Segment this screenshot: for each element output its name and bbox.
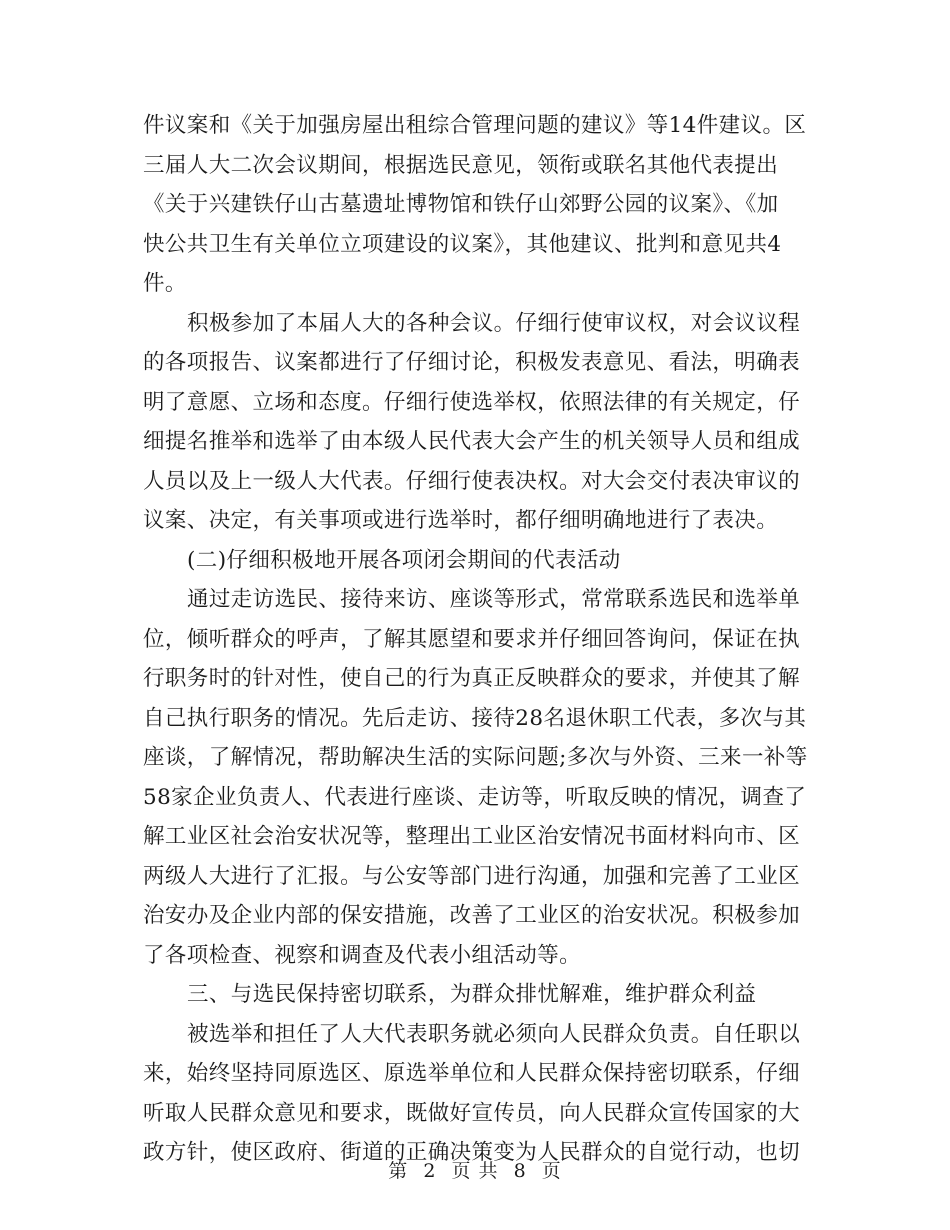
text-line: 件。 [143, 271, 187, 296]
paragraph-start: 积极参加了本届人大的各种会议。仔细行使审议权，对会议议程 [187, 310, 801, 336]
footer-middle: 页 共 [451, 1160, 499, 1182]
paragraph-start: 被选举和担任了人大代表职务就必须向人民群众负责。自任职以 [187, 1021, 801, 1047]
section-heading: 三、与选民保持密切联系，为群众排忧解难，维护群众利益 [187, 982, 757, 1007]
footer-suffix: 页 [541, 1160, 562, 1182]
paragraph-start: 通过走访选民、接待来访、座谈等形式，常常联系选民和选举单 [187, 587, 801, 612]
text-line: 两级人大进行了汇报。与公安等部门进行沟通，加强和完善了工业区 [143, 863, 801, 889]
text-line: 《关于兴建铁仔山古墓遗址博物馆和铁仔山郊野公园的议案》、《加 [143, 192, 779, 217]
text-line: 来，始终坚持同原选区、原选举单位和人民群众保持密切联系，仔细 [143, 1061, 801, 1086]
text-line: 细提名推举和选举了由本级人民代表大会产生的机关领导人员和组成 [143, 429, 801, 454]
footer-page-number: 2 [423, 1160, 437, 1182]
footer-total-pages: 8 [513, 1160, 527, 1182]
document-body [143, 106, 807, 1173]
section-heading: (二)仔细积极地开展各项闭会期间的代表活动 [187, 547, 621, 573]
text-line: 快公共卫生有关单位立项建设的议案》，其他建议、批判和意见共4 [143, 231, 782, 257]
page-footer [0, 1156, 950, 1183]
text-line: 治安办及企业内部的保安措施，改善了工业区的治安状况。积极参加 [143, 903, 801, 928]
footer-prefix: 第 [388, 1160, 409, 1182]
text-line: 座谈，了解情况，帮助解决生活的实际问题;多次与外资、三来一补等 [143, 745, 808, 770]
text-line: 了各项检查、视察和调查及代表小组活动等。 [143, 942, 582, 968]
text-line: 政方针，使区政府、街道的正确决策变为人民群众的自觉行动，也切 [143, 1140, 801, 1165]
text-line: 的各项报告、议案都进行了仔细讨论，积极发表意见、看法，明确表 [143, 350, 801, 375]
text-line: 听取人民群众意见和要求，既做好宣传员，向人民群众宣传国家的大 [143, 1100, 801, 1126]
text-line: 自己执行职务的情况。先后走访、接待28名退休职工代表，多次与其 [143, 705, 807, 731]
text-line: 明了意愿、立场和态度。仔细行使选举权，依照法律的有关规定，仔 [143, 389, 801, 415]
text-line: 位，倾听群众的呼声，了解其愿望和要求并仔细回答询问，保证在执 [143, 626, 801, 652]
text-line: 人员以及上一级人大代表。仔细行使表决权。对大会交付表决审议的 [143, 468, 801, 494]
text-line: 58家企业负责人、代表进行座谈、走访等，听取反映的情况，调查了 [143, 784, 807, 810]
text-line: 三届人大二次会议期间，根据选民意见，领衔或联名其他代表提出 [143, 152, 779, 178]
text-line: 件议案和《关于加强房屋出租综合管理问题的建议》等14件建议。区 [143, 113, 807, 138]
text-line: 行职务时的针对性，使自己的行为真正反映群众的要求，并使其了解 [143, 666, 801, 691]
text-line: 解工业区社会治安状况等，整理出工业区治安情况书面材料向市、区 [143, 824, 801, 849]
text-line: 议案、决定，有关事项或进行选举时，都仔细明确地进行了表决。 [143, 508, 779, 533]
